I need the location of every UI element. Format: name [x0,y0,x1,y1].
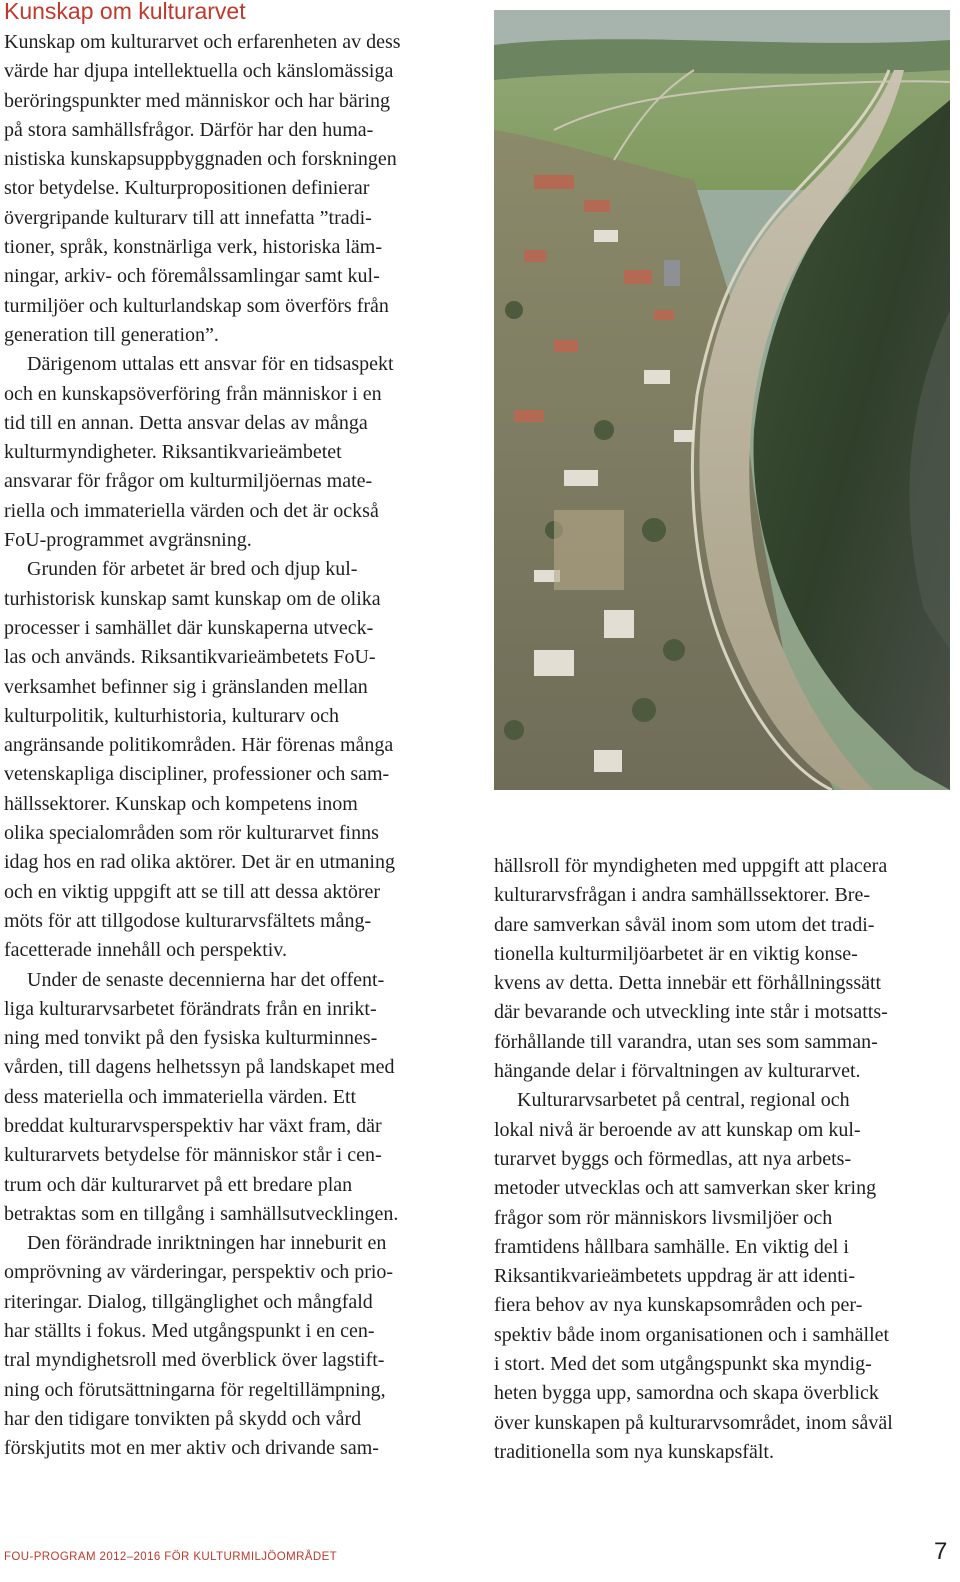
paragraph [4,28,462,350]
text-line: övergripande kulturarv till att innefatta ”tradi- [4,206,372,229]
text-line: värde har djupa intellektuella och känslomässiga [4,60,394,83]
text-line: turarvet byggs och förmedlas, att nya arbets- [494,1147,852,1170]
text-line: ning och förutsättningarna för regeltillämpning, [4,1378,386,1401]
page-number: 7 [934,1538,948,1565]
text-line: ansvarar för frågor om kulturmiljöernas mate- [4,470,373,493]
text-line: dess materiella och immateriella värden. Ett [4,1085,357,1108]
text-line: kvens av detta. Detta innebär ett förhållningssätt [494,972,882,995]
text-line: processer i samhället där kunskaperna utveck- [4,616,374,639]
text-line: kulturarvets betydelse för människor står i cen- [4,1144,382,1167]
text-line: turhistorisk kunskap samt kunskap om de olika [4,587,381,610]
text-line: breddat kulturarvsperspektiv har växt fram, där [4,1114,382,1137]
text-line: lokal nivå är beroende av att kunskap om kul- [494,1118,861,1141]
footer-program-title: FOU-PROGRAM 2012–2016 FÖR KULTURMILJÖOMRÅDET [4,1551,338,1563]
text-line: i stort. Med det som utgångspunkt ska myndig- [494,1353,872,1376]
text-line: kulturarvsfrågan i andra samhällssektorer. Bre- [494,884,870,907]
text-line: traditionella som nya kunskapsfält. [494,1440,774,1463]
text-line: las och används. Riksantikvarieämbetets FoU- [4,646,376,669]
paragraph [494,852,956,1086]
text-line: frågor som rör människors livsmiljöer och [494,1206,833,1229]
text-line: framtidens hållbara samhälle. En viktig del i [494,1235,849,1258]
text-line: tionella kulturmiljöarbetet är en viktig konse- [494,942,858,965]
text-line: har den tidigare tonvikten på skydd och vård [4,1407,362,1430]
text-line: beröringspunkter med människor och har bäring [4,89,391,112]
text-line: tioner, språk, konstnärliga verk, historiska läm- [4,236,382,259]
text-line: FoU-programmet avgränsning. [4,529,252,552]
text-line: omprövning av värderingar, perspektiv och prio- [4,1261,394,1284]
text-line: olika specialområden som rör kulturarvet finns [4,822,379,845]
text-line: riella och immateriella värden och det är också [4,499,379,522]
text-line: hällssektorer. Kunskap och kompetens inom [4,792,358,815]
text-line: Grunden för arbetet är bred och djup kul- [27,558,358,581]
text-line: verksamhet befinner sig i gränslanden mellan [4,675,368,698]
text-line: ning med tonvikt på den fysiska kulturminnes- [4,1027,378,1050]
text-line: möts för att tillgodose kulturarvsfältets mång- [4,909,372,932]
text-line: vården, till dagens helhetssyn på landskapet med [4,1056,395,1079]
text-line: och en viktig uppgift att se till att dessa aktörer [4,880,381,903]
paragraph [4,966,462,1230]
text-line: Kunskap om kulturarvet och erfarenheten av dess [4,31,401,53]
paragraph [4,350,462,555]
text-line: metoder utvecklas och att samverkan sker kring [494,1177,877,1200]
text-line: angränsande politikområden. Här förenas många [4,734,394,757]
text-line: heten bygga upp, samordna och skapa överblick [494,1382,879,1405]
text-line: Kulturarvsarbetet på central, regional och [517,1089,850,1112]
text-line: trum och där kulturarvet på ett bredare plan [4,1173,353,1196]
paragraph [494,1086,956,1467]
right-column [494,852,956,1467]
text-line: liga kulturarvsarbetet förändrats från en inrikt- [4,997,377,1020]
text-line: hängande delar i förvaltningen av kulturarvet. [494,1060,861,1083]
text-line: betraktas som en tillgång i samhällsutvecklingen. [4,1202,399,1225]
text-line: ningar, arkiv- och föremålssamlingar samt kul- [4,265,380,288]
text-line: vetenskapliga discipliner, professioner och sam- [4,763,390,786]
text-line: spektiv både inom organisationen och i samhället [494,1323,890,1346]
text-line: stor betydelse. Kulturpropositionen definierar [4,177,370,200]
text-line: Riksantikvarieämbetets uppdrag är att identi- [494,1265,855,1288]
text-line: facetterade innehåll och perspektiv. [4,939,288,962]
text-line: tral myndighetsroll med överblick över lagstift- [4,1349,385,1372]
text-line: dare samverkan såväl inom som utom det tradi- [494,913,875,936]
text-line: fiera behov av nya kunskapsområden och per- [494,1294,863,1317]
text-line: och en kunskapsöverföring från människor i en [4,382,382,405]
text-line: över kunskapen på kulturarvsområdet, inom såväl [494,1411,893,1434]
text-line: på stora samhällsfrågor. Därför har den huma- [4,118,374,141]
text-line: Den förändrade inriktningen har inneburit en [27,1232,387,1255]
text-line: tid till en annan. Detta ansvar delas av många [4,411,368,434]
text-line: riteringar. Dialog, tillgänglighet och mångfald [4,1290,373,1313]
text-line: hällsroll för myndigheten med uppgift att placera [494,855,888,877]
text-line: har ställts i fokus. Med utgångspunkt i en cen- [4,1320,375,1343]
paragraph [4,1229,462,1463]
section-heading: Kunskap om kulturarvet [4,0,246,24]
text-line: förskjutits mot en mer aktiv och drivande sam- [4,1437,379,1460]
text-line: idag hos en rad olika aktörer. Det är en utmaning [4,851,395,874]
text-line: kulturmyndigheter. Riksantikvarieämbetet [4,441,342,464]
text-line: turmiljöer och kulturlandskap som överförs från [4,294,389,317]
text-line: Under de senaste decennierna har det offent- [27,968,385,991]
text-line: förhållande till varandra, utan ses som samman- [494,1030,878,1053]
aerial-photo [494,10,950,790]
paragraph [4,555,462,965]
text-line: Därigenom uttalas ett ansvar för en tidsaspekt [27,353,394,376]
text-line: generation till generation”. [4,323,219,346]
text-line: där bevarande och utveckling inte står i motsatts- [494,1001,888,1024]
text-line: kulturpolitik, kulturhistoria, kulturarv och [4,704,339,727]
left-column [4,28,462,1464]
text-line: nistiska kunskapsuppbyggnaden och forskningen [4,148,397,171]
